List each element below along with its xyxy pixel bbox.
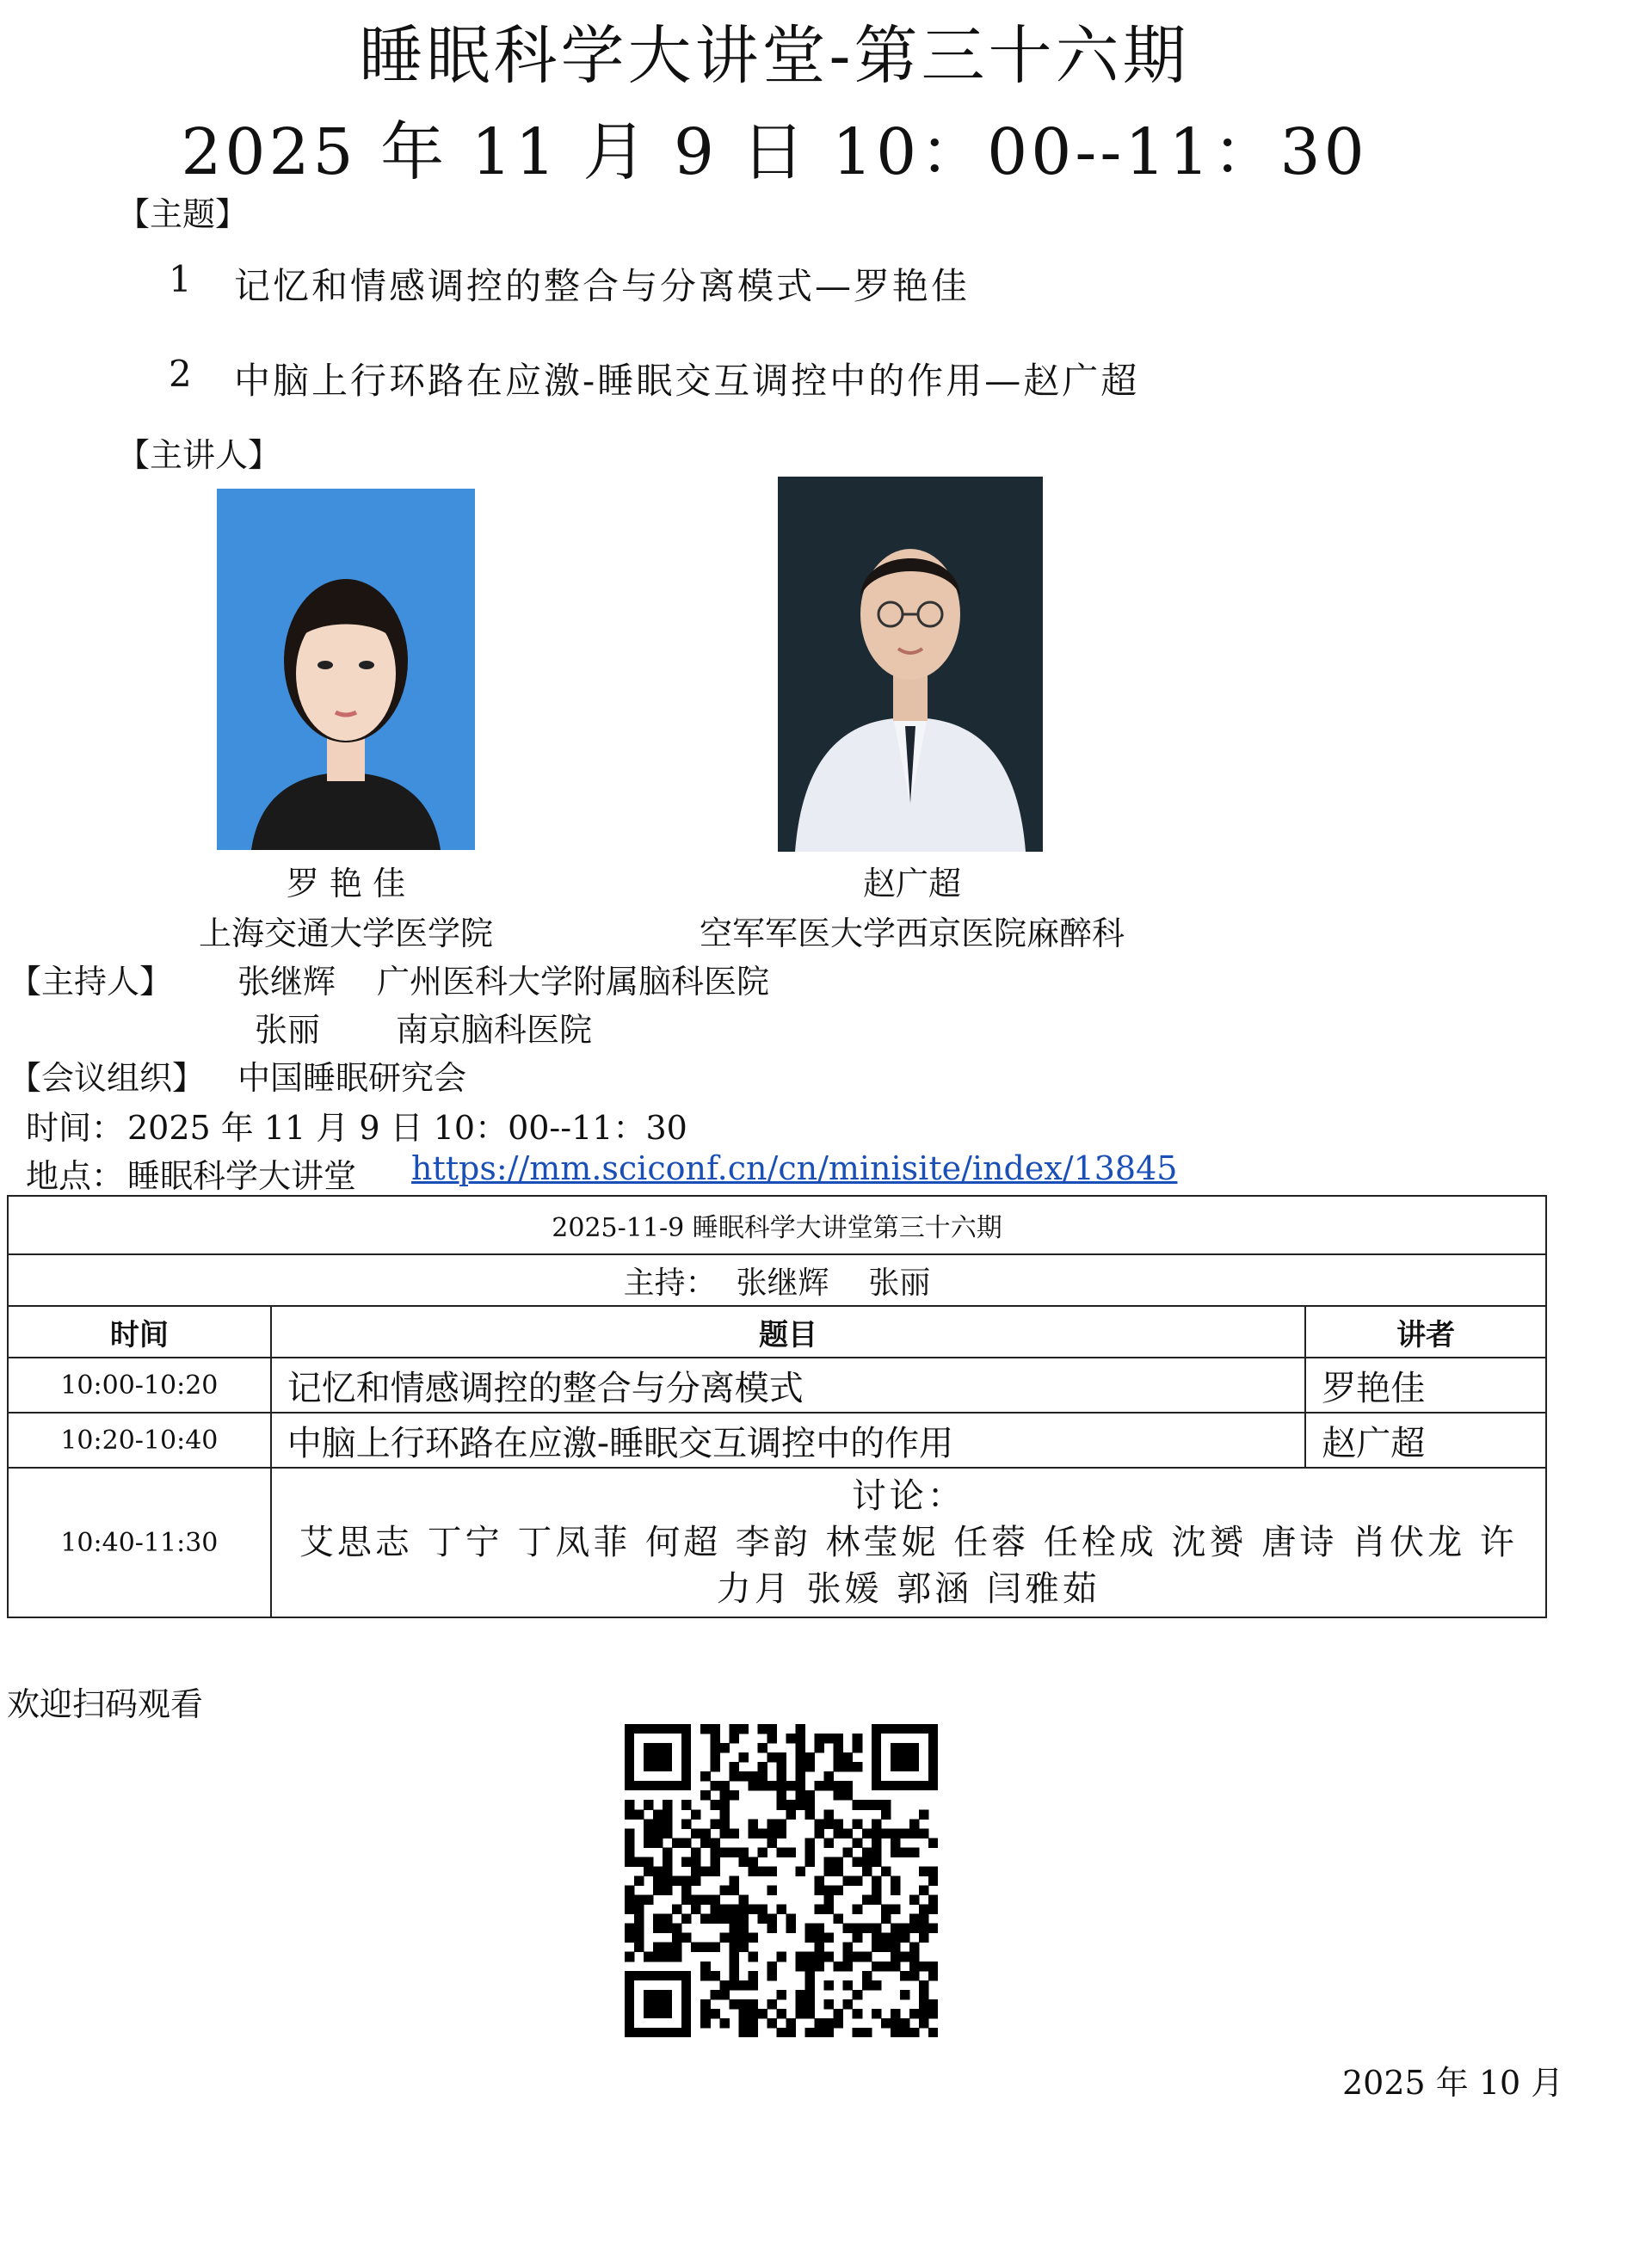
- footer-date: 2025 年 10 月: [1342, 2064, 1564, 2102]
- topic-2-number: 2: [169, 353, 194, 395]
- schedule-header-row: [8, 1306, 1546, 1358]
- host-1-name: 张继辉: [237, 963, 336, 1001]
- time-label: 时间：: [26, 1109, 125, 1147]
- row-1-time: 10:00-10:20: [8, 1358, 271, 1413]
- page-title: 睡眠科学大讲堂-第三十六期: [359, 19, 1190, 93]
- header-topic: 题目: [271, 1306, 1306, 1358]
- row-3-time: 10:40-11:30: [8, 1468, 271, 1617]
- place-value: 睡眠科学大讲堂: [127, 1157, 357, 1195]
- speaker-2-name: 赵广超: [862, 865, 961, 902]
- schedule-host-line: 主持： 张继辉 张丽: [8, 1254, 1546, 1306]
- speaker-1-affiliation: 上海交通大学医学院: [198, 915, 493, 952]
- schedule-title-row: [8, 1196, 1546, 1254]
- schedule-host-row: [8, 1254, 1546, 1306]
- speaker-photo-luo: [217, 489, 475, 850]
- topic-1-number: 1: [169, 258, 194, 300]
- place-label: 地点：: [26, 1157, 125, 1195]
- event-datetime: 2025 年 11 月 9 日 10：00--11：30: [181, 115, 1368, 189]
- row-2-topic: 中脑上行环路在应激-睡眠交互调控中的作用: [271, 1413, 1306, 1468]
- discussion-label: 讨论：: [851, 1476, 965, 1516]
- organizer-label: 【会议组织】: [9, 1059, 206, 1097]
- header-speaker: 讲者: [1305, 1306, 1546, 1358]
- topics-label: 【主题】: [117, 195, 249, 233]
- table-row: [8, 1358, 1546, 1413]
- time-value: 2025 年 11 月 9 日 10：00--11：30: [127, 1109, 687, 1147]
- organizer-value: 中国睡眠研究会: [237, 1059, 467, 1097]
- minisite-link[interactable]: https://mm.sciconf.cn/cn/minisite/index/13845: [411, 1149, 1178, 1187]
- speaker-2-affiliation: 空军军医大学西京医院麻醉科: [699, 915, 1125, 952]
- hosts-label: 【主持人】: [9, 963, 173, 1001]
- discussion-names: 艾思志 丁宁 丁凤菲 何超 李韵 林莹妮 任蓉 任栓成 沈赟 唐诗 肖伏龙 许力月 张媛 郭涵 闫雅茹: [299, 1523, 1518, 1609]
- speakers-label: 【主讲人】: [117, 436, 281, 474]
- table-row-discussion: [8, 1468, 1546, 1617]
- discussion-cell: [271, 1468, 1546, 1617]
- host-1-org: 广州医科大学附属脑科医院: [377, 963, 770, 1001]
- row-2-speaker: 赵广超: [1305, 1413, 1546, 1468]
- header-time: 时间: [8, 1306, 271, 1358]
- schedule-title: 2025-11-9 睡眠科学大讲堂第三十六期: [8, 1196, 1546, 1254]
- host-2-name: 张丽: [255, 1011, 321, 1049]
- host-2-org: 南京脑科医院: [396, 1011, 593, 1049]
- row-1-speaker: 罗艳佳: [1305, 1358, 1546, 1413]
- topic-2-text: 中脑上行环路在应激-睡眠交互调控中的作用—赵广超: [234, 360, 1140, 402]
- row-1-topic: 记忆和情感调控的整合与分离模式: [271, 1358, 1306, 1413]
- scan-prompt: 欢迎扫码观看: [7, 1685, 204, 1723]
- topic-1-text: 记忆和情感调控的整合与分离模式—罗艳佳: [234, 265, 971, 307]
- table-row: [8, 1413, 1546, 1468]
- speaker-1-name: 罗 艳 佳: [286, 865, 406, 902]
- speaker-photo-zhao: [778, 477, 1043, 852]
- qr-code[interactable]: [625, 1724, 938, 2037]
- schedule-table: [7, 1195, 1547, 1618]
- row-2-time: 10:20-10:40: [8, 1413, 271, 1468]
